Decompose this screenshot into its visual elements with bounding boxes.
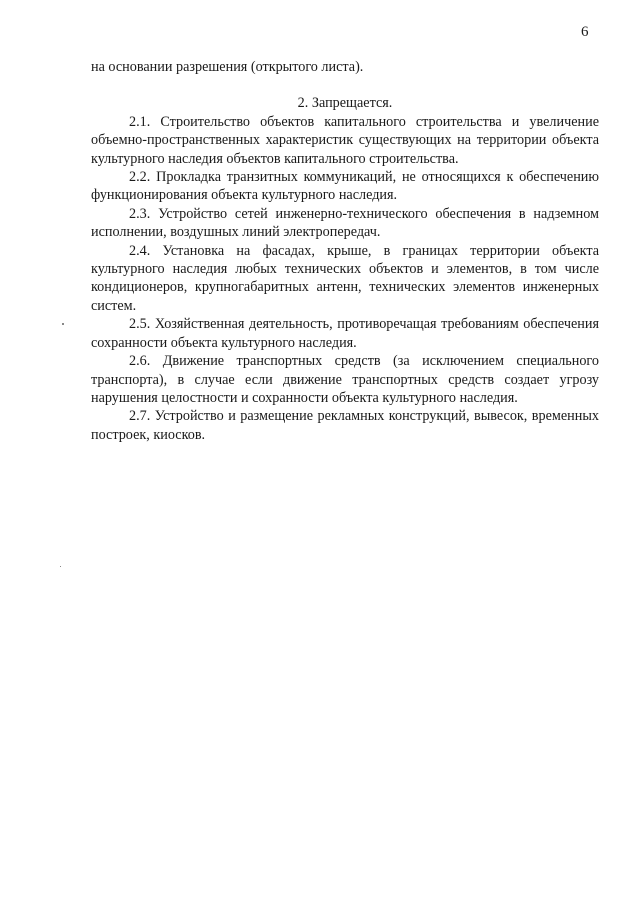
page-number: 6	[581, 24, 589, 40]
list-item: 2.5. Хозяйственная деятельность, противоречащая требованиям обеспечения сохранности объекта культурного наследия.	[91, 316, 599, 351]
list-item: 2.6. Движение транспортных средств (за исключением специального транспорта), в случае если движение транспортных средств создает угрозу нарушения целостности и сохранности объекта культурного наследия.	[91, 353, 599, 406]
intro-line: на основании разрешения (открытого листа).	[91, 59, 364, 75]
scan-speck	[60, 566, 61, 567]
list-item: 2.1. Строительство объектов капитального строительства и увеличение объемно-пространственных характеристик существующих на территории объекта культурного наследия объектов капитального строительства.	[91, 113, 599, 167]
section-heading: 2. Запрещается.	[297, 95, 393, 112]
list-item: 2.2. Прокладка транзитных коммуникаций, не относящихся к обеспечению функционирования объекта культурного наследия.	[91, 169, 599, 204]
document-body	[91, 58, 599, 444]
list-item: 2.3. Устройство сетей инженерно-технического обеспечения в надземном исполнении, воздушных линий электропередач.	[91, 205, 599, 241]
list-item: 2.7. Устройство и размещение рекламных конструкций, вывесок, временных построек, киосков.	[91, 408, 599, 443]
paragraph-list	[91, 113, 599, 444]
scan-speck	[62, 323, 64, 325]
list-item: 2.4. Установка на фасадах, крыше, в границах территории объекта культурного наследия любых технических объектов и элементов, в том числе кондиционеров, крупногабаритных антенн, технических элементов инженерных систем.	[91, 242, 599, 314]
